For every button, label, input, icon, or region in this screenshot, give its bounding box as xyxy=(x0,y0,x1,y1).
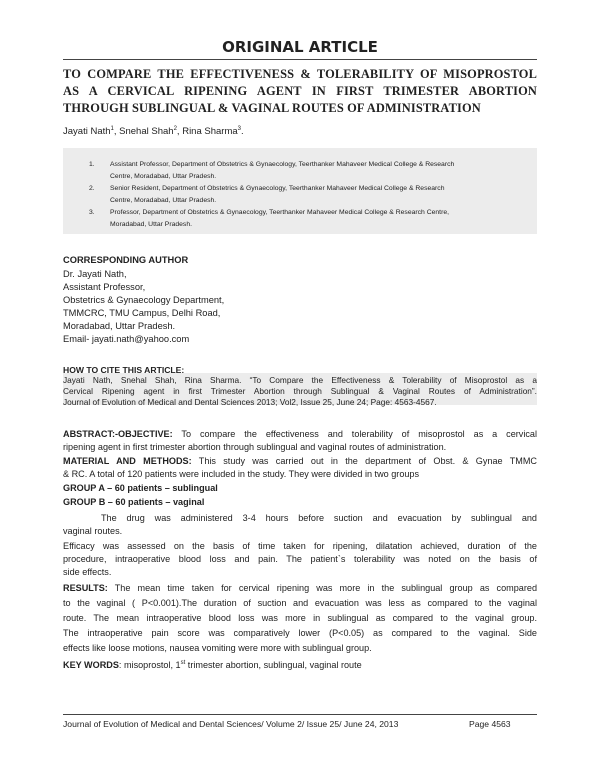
abstract-line: & RC. A total of 120 patients were included in the study. They were divided in two groups xyxy=(63,469,420,479)
abstract-line: effects like loose motions, nausea vomiting were more with sublingual group. xyxy=(63,643,372,653)
author-separator: , xyxy=(113,126,120,138)
corresponding-line: Moradabad, Uttar Pradesh. xyxy=(63,321,176,331)
footer-page-number: Page 4563 xyxy=(469,719,511,729)
header-rule xyxy=(63,59,537,60)
author-name: Rina Sharma xyxy=(182,126,238,138)
affiliation-line: Assistant Professor, Department of Obstetrics & Gynaecology, Teerthanker Mahaveer Medical College & Research xyxy=(110,161,455,168)
affiliation-line: Centre, Moradabad, Uttar Pradesh. xyxy=(110,173,217,180)
author-separator: . xyxy=(241,126,244,138)
abstract-methods xyxy=(63,455,537,468)
abstract-line: side effects. xyxy=(63,567,112,577)
keywords-sup: st xyxy=(180,660,186,666)
affiliation-number: 3. xyxy=(89,209,95,216)
author-separator: , xyxy=(176,126,183,138)
affiliation-text xyxy=(110,159,532,183)
author-name: Snehal Shah xyxy=(119,126,174,138)
results-label: RESULTS: xyxy=(63,583,108,593)
corresponding-line: Assistant Professor, xyxy=(63,282,146,292)
affiliation-number: 1. xyxy=(89,161,95,168)
corresponding-line: TMMCRC, TMU Campus, Delhi Road, xyxy=(63,308,221,318)
citation-heading: HOW TO CITE THIS ARTICLE: xyxy=(63,365,185,375)
objective-text: To compare the effectiveness and tolerability of misoprostol as a cervical xyxy=(172,429,537,439)
article-title xyxy=(63,66,537,117)
affiliation-line: Moradabad, Uttar Pradesh. xyxy=(110,221,192,228)
abstract-line: Efficacy was assessed on the basis of time taken for ripening, dilatation achieved, duration of the xyxy=(63,541,537,551)
objective-label: ABSTRACT:-OBJECTIVE: xyxy=(63,429,173,439)
abstract-line: procedure, intraoperative blood loss and pain. The patient`s tolerability was noted on the basis of xyxy=(63,554,537,564)
abstract-results xyxy=(63,582,537,595)
author-sup: 1 xyxy=(110,126,114,132)
keywords-text: : misoprostol, 1 xyxy=(118,660,181,671)
keywords-label: KEY WORDS xyxy=(63,660,119,671)
author-list xyxy=(63,126,244,137)
citation-line: Cervical Ripening agent in first Trimester Abortion through Sublingual & Vaginal Routes of Administration”. xyxy=(63,386,537,396)
abstract-line: ripening agent in first trimester abortion through sublingual and vaginal routes of administration. xyxy=(63,442,447,452)
abstract-line: route. The mean intraoperative blood loss was more in sublingual as compared to the vaginal group. xyxy=(63,613,537,623)
corresponding-author-heading: CORRESPONDING AUTHOR xyxy=(63,255,189,265)
affiliation-text xyxy=(110,207,532,231)
abstract-line: The drug was administered 3-4 hours before suction and evacuation by sublingual and xyxy=(101,513,537,523)
affiliation-line: Centre, Moradabad, Uttar Pradesh. xyxy=(110,197,217,204)
keywords-text: trimester abortion, sublingual, vaginal route xyxy=(185,660,362,671)
footer-journal: Journal of Evolution of Medical and Dental Sciences/ Volume 2/ Issue 25/ June 24, 2013 xyxy=(63,719,399,729)
title-line: TO COMPARE THE EFFECTIVENESS & TOLERABILITY OF MISOPROSTOL xyxy=(63,67,537,81)
citation-line: Jayati Nath, Snehal Shah, Rina Sharma. “To Compare the Effectiveness & Tolerability of Misoprostol as a xyxy=(63,375,537,385)
footer-rule xyxy=(63,714,537,715)
group-a-line: GROUP A – 60 patients – sublingual xyxy=(63,483,218,493)
corresponding-line: Dr. Jayati Nath, xyxy=(63,269,127,279)
abstract-objective xyxy=(63,428,537,441)
methods-text: This study was carried out in the department of Obst. & Gynae TMMC xyxy=(191,456,537,466)
results-text: The mean time taken for cervical ripening was more in the sublingual group as compared xyxy=(107,583,537,593)
affiliations-box xyxy=(63,148,537,234)
affiliation-line: Professor, Department of Obstetrics & Gynaecology, Teerthanker Mahaveer Medical College & Research Centre, xyxy=(110,209,449,216)
author-name: Jayati Nath xyxy=(63,126,111,138)
author-sup: 2 xyxy=(173,126,177,132)
affiliation-text xyxy=(110,183,532,207)
affiliation-number: 2. xyxy=(89,185,95,192)
affiliation-line: Senior Resident, Department of Obstetrics & Gynaecology, Teerthanker Mahaveer Medical College & Research xyxy=(110,185,445,192)
page-header: ORIGINAL ARTICLE xyxy=(222,38,378,56)
keywords-line xyxy=(63,657,537,672)
group-b-line: GROUP B – 60 patients – vaginal xyxy=(63,497,205,507)
methods-label: MATERIAL AND METHODS: xyxy=(63,456,192,466)
author-sup: 3 xyxy=(237,126,241,132)
citation-line: Journal of Evolution of Medical and Dental Sciences 2013; Vol2, Issue 25, June 24; Page: 4563-4567. xyxy=(63,397,437,407)
title-line: THROUGH SUBLINGUAL & VAGINAL ROUTES OF ADMINISTRATION xyxy=(63,101,481,115)
title-line: AS A CERVICAL RIPENING AGENT IN FIRST TRIMESTER ABORTION xyxy=(63,84,537,98)
abstract-line: The intraoperative pain score was comparatively lower (P<0.05) as compared to the vaginal. Side xyxy=(63,628,537,638)
corresponding-email: Email- jayati.nath@yahoo.com xyxy=(63,334,190,344)
abstract-line: vaginal routes. xyxy=(63,526,123,536)
corresponding-line: Obstetrics & Gynaecology Department, xyxy=(63,295,225,305)
abstract-line: to the vaginal ( P<0.001).The duration of suction and evacuation was less as compared to the vaginal xyxy=(63,598,537,608)
